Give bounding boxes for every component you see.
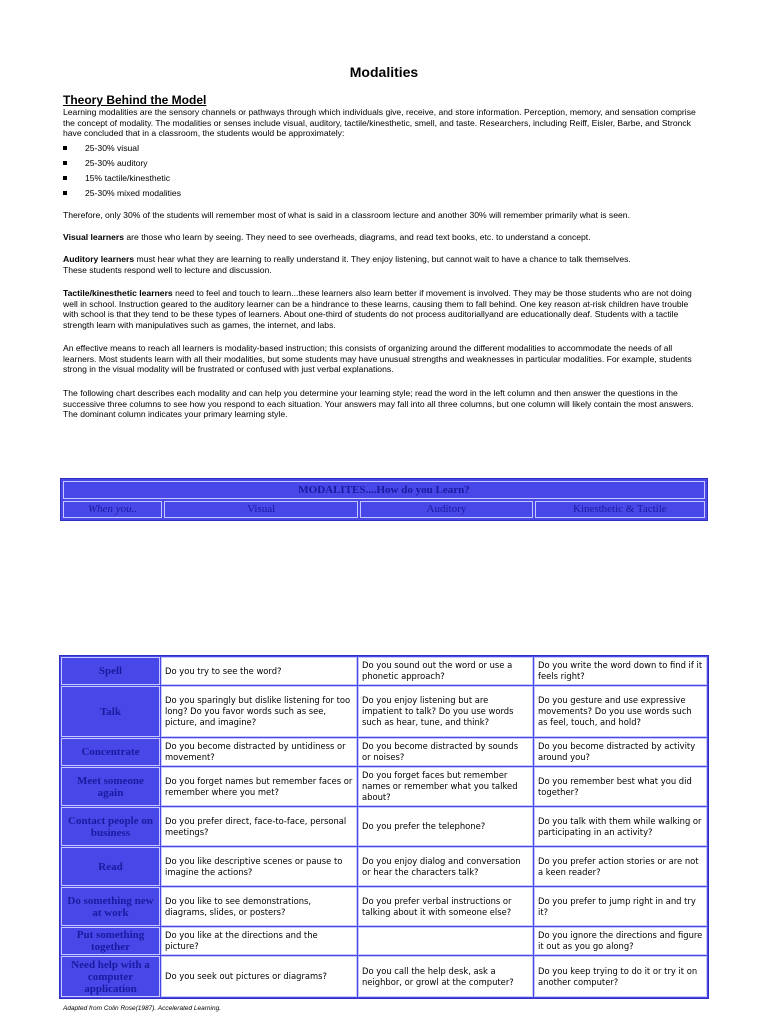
table-row [61,657,707,685]
row-label: Talk [61,686,160,737]
column-header-auditory: Auditory [360,501,532,518]
auditory-cell: Do you sound out the word or use a phonetic approach? [358,657,533,685]
therefore-paragraph: Therefore, only 30% of the students will remember most of what is said in a classroom lecture and another 30% will remember primarily what is seen. [63,210,630,220]
modalities-header-table [60,478,708,521]
document-page: Modalities Theory Behind the Model Learning modalities are the sensory channels or pathways through which individuals give, receive, and store information. Perception, memory, and sensation comprise the concept of modality. The modalities or senses include visual, auditory, tactile/kinesthetic, smell, and taste. Researchers, including Reiff, Eisler, Barbe, and Stronck have concluded that in a classroom, the students would be approximately: 25-30% visual 25-30% auditory 15% tactile/kinesthetic 25-30% mixed modalities Therefore, only 30% of the students will remember most of what is said in a classroom lecture and another 30% will remember primarily what is seen. Visual learners are those who learn by seeing. They need to see overheads, diagrams, and read text books, etc. to understand a concept. Auditory learners must hear what they are learning to really understand it. They enjoy listening, but cannot wait to have a chance to talk themselves. These students respond well to lecture and discussion. Tactile/kinesthetic learners need to feel and touch to learn...these learners also learn better if movement is involved. They may be those students who are not doing well in school. Instruction geared to the auditory learner can be a hindrance to these learns, causing them to fall behind. One key reason at-risk children have trouble with school is that they tend to be these types of learners. About one-third of students do not process auditoriallyand are educationally deaf. Students with a tactile strength learn with manipulatives such as games, the internet, and labs. An effective means to reach all learners is modality-based instruction; this consists of organizing around the different modalities to accommodate the needs of all learners. Most students learn with all their modalities, but some students may have unusual strengths and weaknesses in particular modalities. For example, students strong in the visual modality will be frustrated or confused with just verbal explanations. The following chart describes each modality and can help you determine your learning style; read the word in the left column and then answer the questions in the successive three columns to see how you respond to each situation. Your answers may fall into all three columns, but one column will likely contain the most answers. The dominant column indicates your primary learning style. MODALITES....How do you Learn? When you.. Visual Auditory Kinesthetic & Tactile Spell Do you try to see the word? Do you sound out the word or use a phonetic approach? Do you write the word down to find if it feels right? Talk Do you sparingly but dislike listening for too long? Do you favor words such as see, picture, and imagine? Do you enjoy listening but are impatient to talk? Do you use words such as hear, tune, and think? Do you gesture and use expressive movements? Do you use words such as feel, touch, and hold? Concentrate Do you become distracted by untidiness or movement? Do you become distracted by sounds or noises? Do you become distracted by activity around you? Meet someone again Do you forget names but remember faces or remember where you met? Do you forget faces but remember names or remember what you talked about? Do you remember best what you did together? Contact people on business Do you prefer direct, face-to-face, personal meetings? Do you prefer the telephone? Do you talk with them while walking or participating in an activity? Read Do you like descriptive scenes or pause to imagine the actions? Do you enjoy dialog and conversation or hear the characters talk? Do you prefer action stories or are not a keen reader? Do something new at work Do you like to see demonstrations, diagrams, slides, or posters? Do you prefer verbal instructions or talking about it with someone else? Do you prefer to jump right in and try it? Put something together Do you like at the directions and the picture? Do you ignore the directions and figure it out as you go along? Need help with a computer application Do you seek out pictures or diagrams? Do you call the help desk, ask a neighbor, or growl at the computer? Do you keep trying to do it or try it on another computer? Adapted from Colin Rose(1987). Accelerated Learning. [0,0,768,1024]
header-row [63,501,705,518]
kinesthetic-cell: Do you ignore the directions and figure it out as you go along? [534,927,707,955]
auditory-cell [358,927,533,955]
column-header-kinesthetic: Kinesthetic & Tactile [535,501,705,518]
visual-cell: Do you prefer direct, face-to-face, personal meetings? [161,807,357,846]
auditory-cell: Do you prefer the telephone? [358,807,533,846]
column-header-visual: Visual [164,501,358,518]
visual-cell: Do you like descriptive scenes or pause to imagine the actions? [161,847,357,886]
effective-means-paragraph: An effective means to reach all learners is modality-based instruction; this consists of organizing around the different modalities to accommodate the needs of all learners. Most students learn with all their modalities, but some students may have unusual strengths and weaknesses in particular modalities. For example, students strong in the visual modality will be frustrated or confused with just verbal explanations. [63,343,692,374]
row-label: Need help with a computer application [61,956,160,997]
visual-learners-paragraph: Visual learners are those who learn by seeing. They need to see overheads, diagrams, and read text books, etc. to understand a concept. [63,232,591,242]
auditory-cell: Do you enjoy dialog and conversation or hear the characters talk? [358,847,533,886]
chart-description-paragraph: The following chart describes each modality and can help you determine your learning style; read the word in the left column and then answer the questions in the successive three columns to see how you respond to each situation. Your answers may fall into all three columns, but one column will likely contain the most answers. The dominant column indicates your primary learning style. [63,388,694,419]
column-header-when: When you.. [63,501,162,518]
table-row [61,847,707,886]
section-title: Theory Behind the Model [63,93,207,107]
table-row [61,927,707,955]
row-label: Put something together [61,927,160,955]
visual-cell: Do you seek out pictures or diagrams? [161,956,357,997]
visual-cell: Do you forget names but remember faces or remember where you met? [161,767,357,806]
table-row [61,807,707,846]
auditory-cell: Do you forget faces but remember names or remember what you talked about? [358,767,533,806]
visual-cell: Do you try to see the word? [161,657,357,685]
kinesthetic-cell: Do you become distracted by activity around you? [534,738,707,766]
bullet-square-icon [63,146,67,150]
auditory-cell: Do you enjoy listening but are impatient to talk? Do you use words such as hear, tune, and think? [358,686,533,737]
bullet-square-icon [63,161,67,165]
kinesthetic-cell: Do you write the word down to find if it feels right? [534,657,707,685]
auditory-cell: Do you become distracted by sounds or noises? [358,738,533,766]
bullet-square-icon [63,176,67,180]
row-label: Meet someone again [61,767,160,806]
kinesthetic-cell: Do you gesture and use expressive movements? Do you use words such as feel, touch, and hold? [534,686,707,737]
row-label: Contact people on business [61,807,160,846]
modalities-table [59,655,709,999]
visual-cell: Do you become distracted by untidiness or movement? [161,738,357,766]
row-label: Do something new at work [61,887,160,926]
bullet-square-icon [63,191,67,195]
auditory-cell: Do you call the help desk, ask a neighbor, or growl at the computer? [358,956,533,997]
tactile-learners-paragraph: Tactile/kinesthetic learners need to feel and touch to learn...these learners also learn better if movement is involved. They may be those students who are not doing well in school. Instruction geared to the auditory learner can be a hindrance to these learns, causing them to fall behind. One key reason at-risk children have trouble with school is that they tend to be these types of learners. About one-third of students do not process auditoriallyand are educationally deaf. Students with a tactile strength learn with manipulatives such as games, the internet, and labs. [63,288,692,330]
kinesthetic-cell: Do you talk with them while walking or participating in an activity? [534,807,707,846]
table-row [61,887,707,926]
visual-cell: Do you like to see demonstrations, diagrams, slides, or posters? [161,887,357,926]
kinesthetic-cell: Do you remember best what you did together? [534,767,707,806]
kinesthetic-cell: Do you prefer action stories or are not a keen reader? [534,847,707,886]
kinesthetic-cell: Do you keep trying to do it or try it on another computer? [534,956,707,997]
kinesthetic-cell: Do you prefer to jump right in and try it? [534,887,707,926]
footnote: Adapted from Colin Rose(1987). Accelerated Learning. [63,1005,222,1012]
auditory-cell: Do you prefer verbal instructions or talking about it with someone else? [358,887,533,926]
visual-cell: Do you like at the directions and the picture? [161,927,357,955]
row-label: Spell [61,657,160,685]
visual-cell: Do you sparingly but dislike listening for too long? Do you favor words such as see, picture, and imagine? [161,686,357,737]
table-row [61,956,707,997]
row-label: Concentrate [61,738,160,766]
table-title: MODALITES....How do you Learn? [63,481,705,499]
table-row [61,686,707,737]
table-row [61,767,707,806]
page-title: Modalities [349,64,419,80]
row-label: Read [61,847,160,886]
auditory-learners-paragraph: Auditory learners must hear what they are learning to really understand it. They enjoy listening, but cannot wait to have a chance to talk themselves. These students respond well to lecture and discussion. [63,254,631,275]
table-row [61,738,707,766]
intro-paragraph: Learning modalities are the sensory channels or pathways through which individuals give, receive, and store information. Perception, memory, and sensation comprise the concept of modality. The modalities or senses include visual, auditory, tactile/kinesthetic, smell, and taste. Researchers, including Reiff, Eisler, Barbe, and Stronck have concluded that in a classroom, the students would be approximately: [63,107,696,138]
